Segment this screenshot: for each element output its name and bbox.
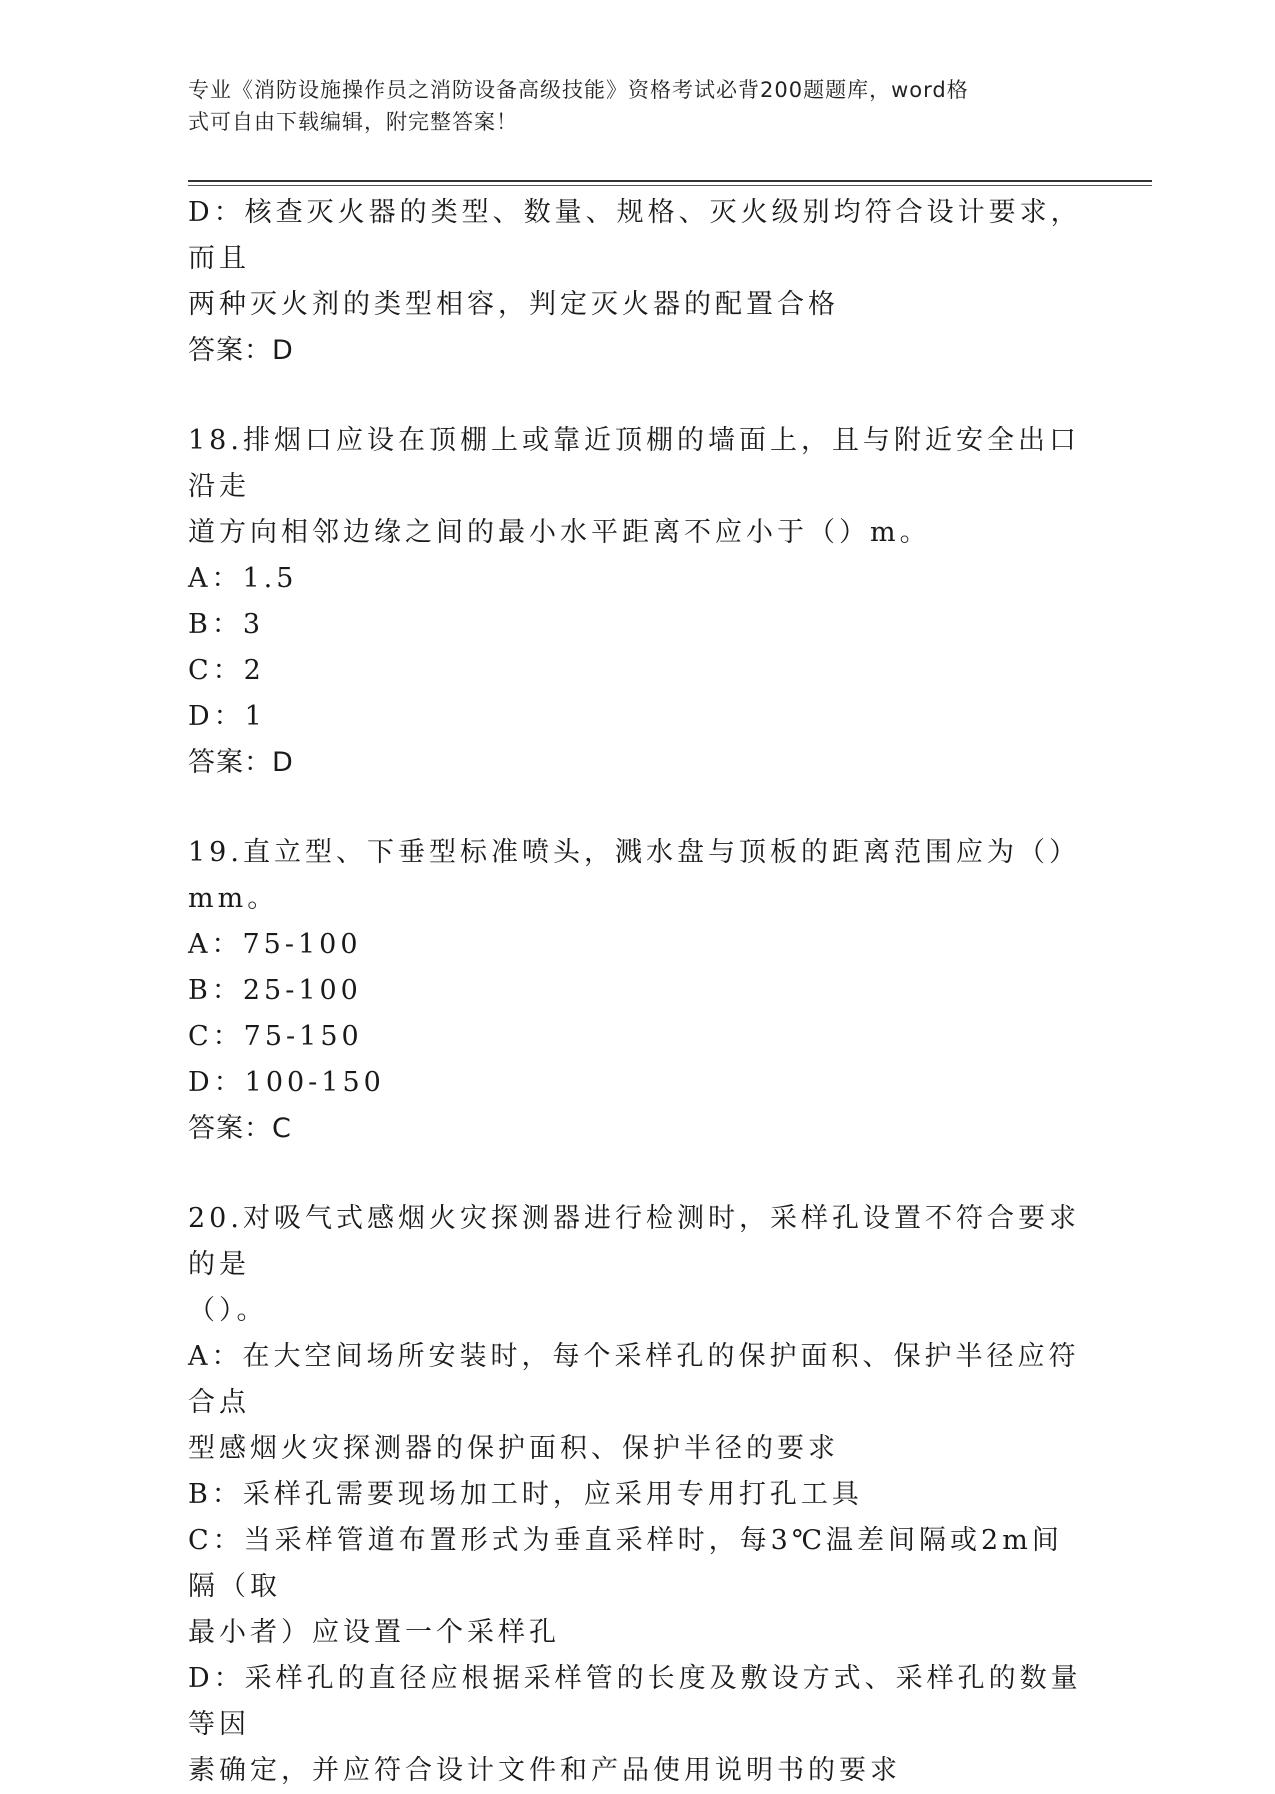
question-stem-line-1: 20.对吸气式感烟火灾探测器进行检测时，采样孔设置不符合要求的是	[188, 1203, 1080, 1280]
option-c: C：75-150	[188, 1021, 363, 1052]
option-c: C：2	[188, 655, 265, 686]
question-stem-line-2: （）。	[188, 1295, 268, 1326]
option-d-line-2: 素确定，并应符合设计文件和产品使用说明书的要求	[188, 1755, 901, 1786]
spacer	[188, 374, 1088, 418]
question-19	[188, 830, 1088, 1152]
option-b: B：3	[188, 609, 265, 640]
option-a: A：1.5	[188, 563, 298, 594]
option-a-line-2: 型感烟火灾探测器的保护面积、保护半径的要求	[188, 1433, 839, 1464]
option-a-line-1: A：在大空间场所安装时，每个采样孔的保护面积、保护半径应符合点	[188, 1341, 1080, 1418]
question-stem-line-1: 18.排烟口应设在顶棚上或靠近顶棚的墙面上，且与附近安全出口沿走	[188, 425, 1080, 502]
answer: 答案：C	[188, 1113, 292, 1144]
option-d-line-1: D：采样孔的直径应根据采样管的长度及敷设方式、采样孔的数量等因	[188, 1663, 1082, 1740]
question-20	[188, 1196, 1088, 1794]
option-a: A：75-100	[188, 929, 362, 960]
question-18	[188, 418, 1088, 786]
document-body	[188, 190, 1088, 1794]
option-d-line-1: D：核查灭火器的类型、数量、规格、灭火级别均符合设计要求，而且	[188, 197, 1082, 274]
header-rule-thin	[188, 185, 1152, 186]
question-stem-line-2: 道方向相邻边缘之间的最小水平距离不应小于（）m。	[188, 517, 931, 548]
question-stem-line-1: 19.直立型、下垂型标准喷头，溅水盘与顶板的距离范围应为（）mm。	[188, 837, 1080, 914]
option-d-line-2: 两种灭火剂的类型相容，判定灭火器的配置合格	[188, 289, 839, 320]
header-rule-thick	[188, 180, 1152, 182]
page-header	[188, 74, 1068, 138]
option-c-line-2: 最小者）应设置一个采样孔	[188, 1617, 560, 1648]
option-d: D：1	[188, 701, 266, 732]
option-c-line-1: C：当采样管道布置形式为垂直采样时，每3℃温差间隔或2m间隔（取	[188, 1525, 1063, 1602]
header-line-2: 式可自由下载编辑，附完整答案！	[188, 110, 518, 134]
answer: 答案：D	[188, 335, 294, 366]
answer: 答案：D	[188, 747, 294, 778]
option-d: D：100-150	[188, 1067, 385, 1098]
spacer	[188, 1152, 1088, 1196]
option-b: B：25-100	[188, 975, 362, 1006]
option-b-line-1: B：采样孔需要现场加工时，应采用专用打孔工具	[188, 1479, 863, 1510]
header-line-1: 专业《消防设施操作员之消防设备高级技能》资格考试必背200题题库，word格	[188, 78, 969, 102]
question-17-tail	[188, 190, 1088, 374]
spacer	[188, 786, 1088, 830]
